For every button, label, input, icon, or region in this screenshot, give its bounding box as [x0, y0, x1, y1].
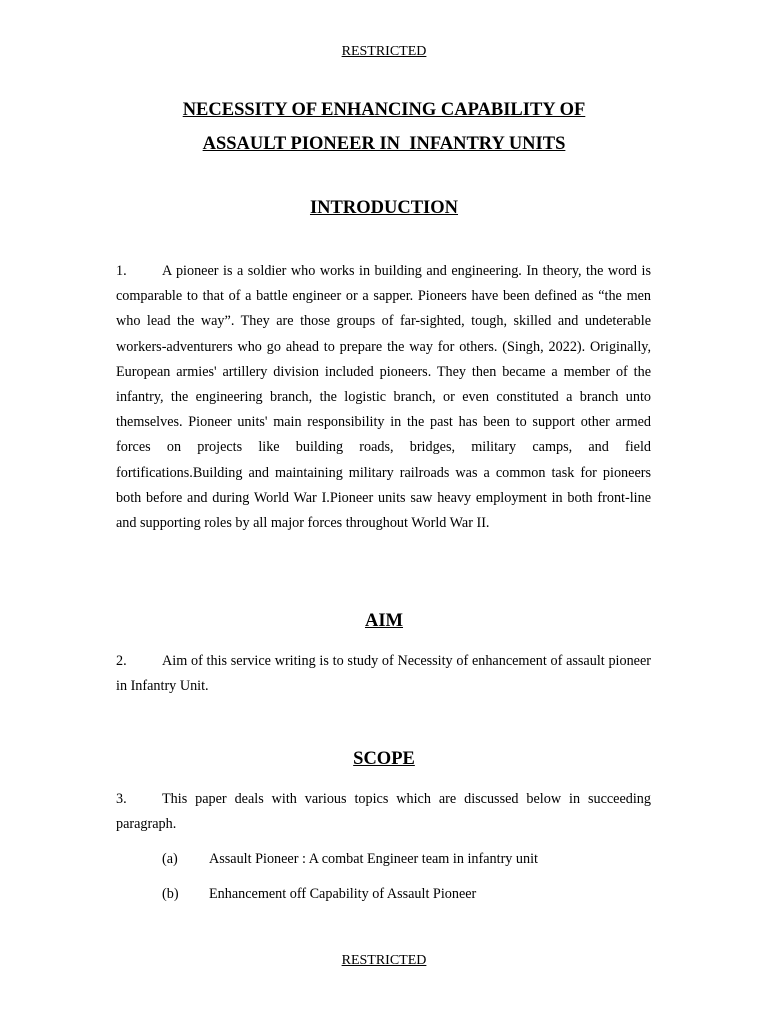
scope-paragraph	[116, 787, 651, 837]
paragraph-text: Aim of this service writing is to study of Necessity of enhancement of assault pioneer in Infantry Unit.	[116, 653, 651, 695]
document-title-line-2: ASSAULT PIONEER IN INFANTRY UNITS	[202, 134, 566, 154]
paragraph-number: 1.	[116, 263, 127, 279]
list-item-text: Assault Pioneer : A combat Engineer team in infantry unit	[209, 851, 538, 867]
paragraph-text: A pioneer is a soldier who works in building and engineering. In theory, the word is comparable to that of a battle engineer or a sapper. Pioneers have been defined as “the men who lead the way”. They are those groups of far-sighted, tough, skilled and undeterable workers-adventurers who go ahead to prepare the way for others. (Singh, 2022). Originally, European armies' artillery division included pioneers. They then became a member of the infantry, the engineering branch, the logistic branch, or even constituted a branch unto themselves. Pioneer units' main responsibility in the past has been to support other armed forces on projects like building roads, bridges, military camps, and field fortifications.Building and maintaining military railroads was a common task for pioneers both before and during World War I.Pioneer units saw heavy employment in both front-line and supporting roles by all major forces throughout World War II.	[116, 263, 651, 532]
paragraph-text: This paper deals with various topics which are discussed below in succeeding paragraph.	[116, 791, 651, 833]
paragraph-number: 3.	[116, 791, 127, 807]
classification-header: RESTRICTED	[341, 44, 427, 59]
document-title-line-1: NECESSITY OF ENHANCING CAPABILITY OF	[182, 100, 586, 120]
list-item-label: (a)	[162, 851, 178, 867]
paragraph-number: 2.	[116, 653, 127, 669]
scope-heading: SCOPE	[353, 749, 415, 769]
scope-item-a	[162, 849, 538, 869]
list-item-label: (b)	[162, 886, 179, 902]
aim-paragraph	[116, 649, 651, 699]
introduction-heading: INTRODUCTION	[309, 198, 459, 218]
classification-footer: RESTRICTED	[341, 953, 427, 968]
aim-heading: AIM	[364, 611, 404, 631]
scope-item-b	[162, 884, 476, 904]
list-item-text: Enhancement off Capability of Assault Pioneer	[209, 886, 477, 902]
introduction-paragraph	[116, 259, 651, 536]
